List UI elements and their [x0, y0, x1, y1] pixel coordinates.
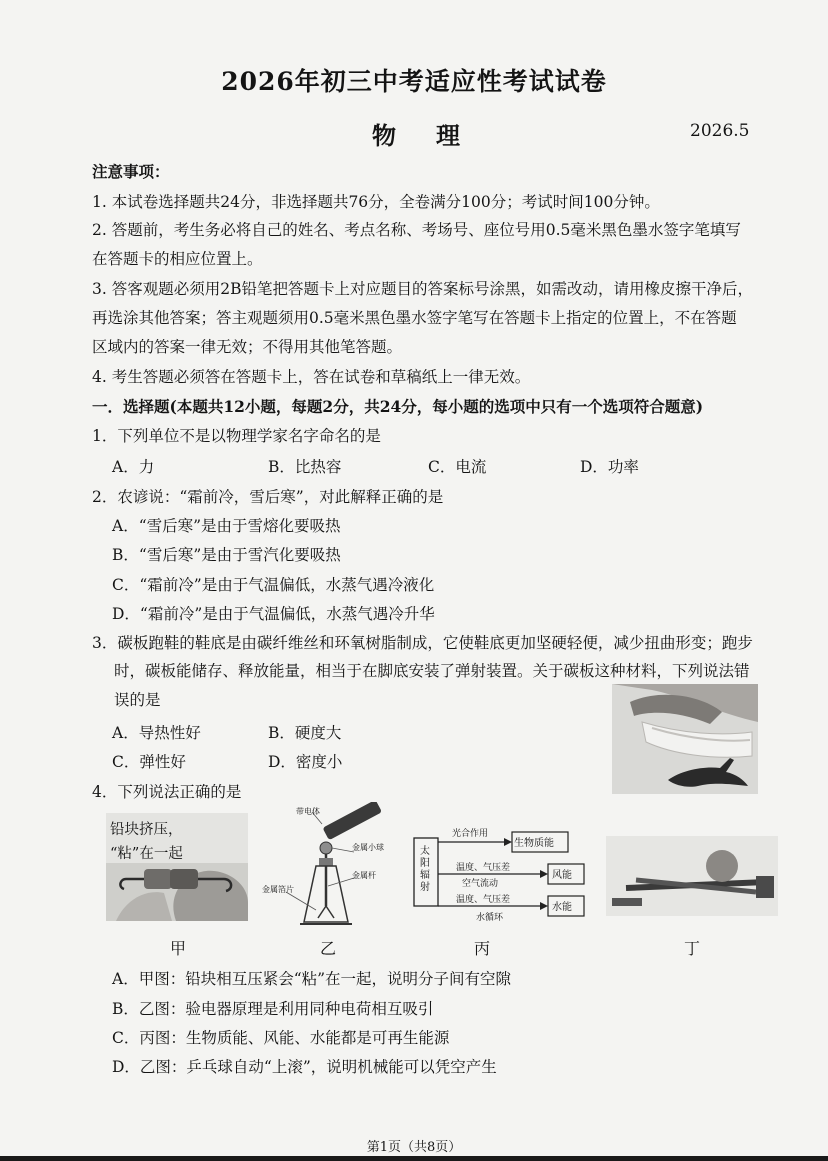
notice-item-3-line2: 再选涂其他答案；答主观题须用0.5毫米黑色墨水签字笔写在答题卡上指定的位置上，不在答题	[92, 309, 737, 327]
q4-option-b: B．乙图：验电器原理是利用同种电荷相互吸引	[112, 1000, 434, 1018]
figure-ding-ball-on-rails	[606, 836, 778, 916]
exam-date: 2026.5	[690, 121, 750, 141]
label-metal-foil: 金属箔片	[262, 885, 294, 894]
q4-option-a: A．甲图：铅块相互压紧会“粘”在一起，说明分子间有空隙	[112, 970, 512, 988]
q3-option-a: A．导热性好	[112, 724, 201, 742]
figure-label-yi: 乙	[320, 939, 337, 958]
figure-yi-electroscope	[256, 802, 386, 932]
page-footer: 第1页（共8页）	[366, 1140, 462, 1155]
q1-stem: 1．下列单位不是以物理学家名字命名的是	[92, 427, 381, 445]
notice-item-1: 1. 本试卷选择题共24分，非选择题共76分，全卷满分100分；考试时间100分钟。	[92, 193, 660, 211]
q2-option-b: B．“雪后寒”是由于雪汽化要吸热	[112, 546, 341, 564]
carbon-shoe-photo	[612, 684, 758, 794]
q1-option-a: A．力	[112, 458, 155, 476]
q2-option-c: C．“霜前冷”是由于气温偏低，水蒸气遇冷液化	[112, 576, 435, 594]
label-metal-rod: 金属杆	[352, 871, 376, 880]
figure-jia-caption-1: 铅块挤压，	[110, 822, 183, 838]
q3-option-c: C．弹性好	[112, 753, 186, 771]
q2-stem: 2．农谚说：“霜前冷，雪后寒”，对此解释正确的是	[92, 488, 444, 506]
label-charged-body: 带电体	[296, 807, 320, 816]
q1-option-d: D．功率	[580, 458, 639, 476]
q3-option-b: B．硬度大	[268, 724, 342, 742]
label-biomass-energy: 生物质能	[514, 838, 554, 849]
q2-option-a: A．“雪后寒”是由于雪熔化要吸热	[112, 517, 341, 535]
figure-label-bing: 丙	[474, 939, 491, 958]
label-metal-ball: 金属小球	[352, 843, 384, 852]
notice-item-4: 4. 考生答题必须答在答题卡上，答在试卷和草稿纸上一律无效。	[92, 368, 531, 386]
label-hydro-energy: 水能	[552, 902, 572, 913]
label-water-cycle: 水循环	[476, 913, 504, 923]
q4-option-c: C．丙图：生物质能、风能、水能都是可再生能源	[112, 1029, 450, 1047]
exam-title: 2026年初三中考适应性考试试卷	[221, 67, 607, 96]
figure-label-jia: 甲	[170, 939, 187, 958]
notice-item-3-line3: 区域内的答案一律无效；不得用其他笔答题。	[92, 338, 403, 356]
section-heading: 一．选择题(本题共12小题，每题2分，共24分，每小题的选项中只有一个选项符合题意)	[92, 397, 704, 416]
notice-item-3-line1: 3. 答客观题必须用2B铅笔把答题卡上对应题目的答案标号涂黑，如需改动，请用橡皮擦干净后，	[92, 280, 753, 298]
notice-heading: 注意事项：	[92, 162, 170, 181]
q4-option-d: D．乙图：乒乓球自动“上滚”，说明机械能可以凭空产生	[112, 1058, 497, 1076]
bottom-rule	[0, 1156, 828, 1161]
q2-option-d: D．“霜前冷”是由于气温偏低，水蒸气遇冷升华	[112, 605, 435, 623]
q1-option-b: B．比热容	[268, 458, 342, 476]
q4-stem: 4．下列说法正确的是	[92, 783, 242, 801]
subject-title: 物理	[372, 121, 500, 150]
q1-option-c: C．电流	[428, 458, 487, 476]
q3-stem-line2: 时，碳板能储存、释放能量，相当于在脚底安装了弹射装置。关于碳板这种材料，下列说法错	[114, 662, 750, 680]
label-temp-pressure-2: 温度、气压差	[456, 895, 511, 905]
label-temp-pressure-1: 温度、气压差	[456, 863, 511, 873]
label-photosynthesis: 光合作用	[452, 829, 489, 839]
q3-stem-line1: 3．碳板跑鞋的鞋底是由碳纤维丝和环氧树脂制成，它使鞋底更加坚硬轻便，减少扭曲形变；跑步	[92, 634, 753, 652]
label-solar-radiation: 太阳辐射	[420, 846, 430, 893]
label-air-flow: 空气流动	[462, 879, 499, 889]
notice-item-2-line1: 2. 答题前，考生务必将自己的姓名、考点名称、考场号、座位号用0.5毫米黑色墨水签字笔填写	[92, 221, 741, 239]
figure-jia-caption-2: “粘”在一起	[110, 846, 183, 862]
q3-stem-line3: 误的是	[114, 691, 161, 709]
q3-option-d: D．密度小	[268, 753, 343, 771]
label-wind-energy: 风能	[552, 870, 572, 881]
notice-item-2-line2: 在答题卡的相应位置上。	[92, 250, 263, 268]
figure-label-ding: 丁	[684, 939, 701, 958]
